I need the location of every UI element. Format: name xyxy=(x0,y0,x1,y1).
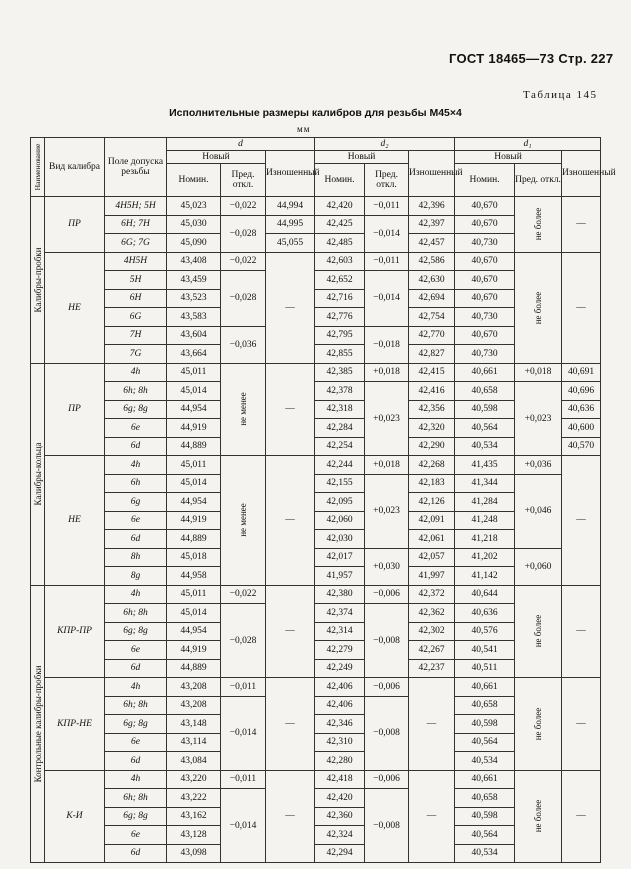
d2-worn: 42,694 xyxy=(409,289,455,308)
d2-deviation: −0,006 xyxy=(365,770,409,789)
header-new: Новый xyxy=(315,151,409,164)
d1-worn-dash: — xyxy=(562,770,601,863)
group-label xyxy=(31,363,45,585)
header-izn: Изношенный xyxy=(266,151,315,197)
tolerance-field: 6e xyxy=(105,826,167,845)
d1-nominal: 40,670 xyxy=(455,197,515,216)
d2-deviation: −0,011 xyxy=(365,252,409,271)
d1-nominal: 40,598 xyxy=(455,400,515,419)
tolerance-field: 8h xyxy=(105,548,167,567)
d2-worn: 42,457 xyxy=(409,234,455,253)
d-nominal: 43,583 xyxy=(167,308,221,327)
d-deviation: −0,028 xyxy=(221,604,266,678)
gauge-type: ПР xyxy=(45,363,105,456)
table-row xyxy=(31,548,601,567)
d-nominal: 44,919 xyxy=(167,419,221,438)
d2-nominal: 42,254 xyxy=(315,437,365,456)
d1-worn: 40,691 xyxy=(562,363,601,382)
d-nominal: 43,148 xyxy=(167,715,221,734)
d2-nominal: 42,652 xyxy=(315,271,365,290)
d1-nominal: 41,142 xyxy=(455,567,515,586)
d2-nominal: 42,095 xyxy=(315,493,365,512)
d1-deviation-note xyxy=(515,678,562,771)
d2-worn: 42,061 xyxy=(409,530,455,549)
tolerance-field: 6d xyxy=(105,659,167,678)
d2-nominal: 42,244 xyxy=(315,456,365,475)
d1-nominal: 40,658 xyxy=(455,789,515,808)
d-nominal: 44,954 xyxy=(167,622,221,641)
d1-nominal: 40,670 xyxy=(455,215,515,234)
d1-nominal: 40,730 xyxy=(455,308,515,327)
d2-nominal: 42,318 xyxy=(315,400,365,419)
d2-worn: 42,754 xyxy=(409,308,455,327)
d2-worn: 42,320 xyxy=(409,419,455,438)
header-nom: Номин. xyxy=(315,164,365,197)
d1-nominal: 40,644 xyxy=(455,585,515,604)
d1-nominal: 40,661 xyxy=(455,363,515,382)
d-nominal: 43,523 xyxy=(167,289,221,308)
d1-deviation-note xyxy=(515,770,562,863)
d2-nominal: 42,314 xyxy=(315,622,365,641)
d2-nominal: 42,346 xyxy=(315,715,365,734)
tolerance-field: 6d xyxy=(105,844,167,863)
d2-nominal: 42,380 xyxy=(315,585,365,604)
d1-deviation: +0,036 xyxy=(515,456,562,475)
d1-nominal: 40,534 xyxy=(455,752,515,771)
d-nominal: 45,014 xyxy=(167,382,221,401)
d-nominal: 44,889 xyxy=(167,437,221,456)
d2-worn: 42,586 xyxy=(409,252,455,271)
header-vid: Вид калибра xyxy=(45,138,105,197)
tolerance-field: 4h xyxy=(105,585,167,604)
tolerance-field: 8g xyxy=(105,567,167,586)
table-title: Исполнительные размеры калибров для резьбы М45×4 xyxy=(169,107,462,119)
d1-deviation-note xyxy=(515,197,562,253)
d1-worn: 40,570 xyxy=(562,437,601,456)
d1-nominal: 41,284 xyxy=(455,493,515,512)
d2-deviation: −0,008 xyxy=(365,604,409,678)
gauge-type: НЕ xyxy=(45,252,105,363)
table-row xyxy=(31,770,601,789)
d-nominal: 45,030 xyxy=(167,215,221,234)
d-nominal: 44,919 xyxy=(167,641,221,660)
d-nominal: 44,954 xyxy=(167,400,221,419)
header-d: d xyxy=(167,138,315,151)
tolerance-field: 6d xyxy=(105,437,167,456)
d-deviation: −0,022 xyxy=(221,585,266,604)
tolerance-field: 6d xyxy=(105,752,167,771)
d1-nominal: 40,670 xyxy=(455,252,515,271)
header-izn: Изношенный xyxy=(409,151,455,197)
d-deviation: −0,022 xyxy=(221,252,266,271)
d1-nominal: 40,730 xyxy=(455,345,515,364)
d2-nominal: 42,374 xyxy=(315,604,365,623)
header-new: Новый xyxy=(167,151,266,164)
header-nom: Номин. xyxy=(455,164,515,197)
d1-worn-dash: — xyxy=(562,585,601,678)
d-worn: 44,995 xyxy=(266,215,315,234)
gauge-type: КПР-НЕ xyxy=(45,678,105,771)
d-worn-dash: — xyxy=(266,585,315,678)
d-nominal: 43,664 xyxy=(167,345,221,364)
d-worn-dash: — xyxy=(266,252,315,363)
d2-deviation: −0,014 xyxy=(365,271,409,327)
d-nominal: 45,018 xyxy=(167,548,221,567)
tolerance-field: 6H xyxy=(105,289,167,308)
d2-nominal: 41,957 xyxy=(315,567,365,586)
header-new: Новый xyxy=(455,151,562,164)
d2-worn: 42,183 xyxy=(409,474,455,493)
d2-worn: 42,267 xyxy=(409,641,455,660)
d1-nominal: 40,534 xyxy=(455,844,515,863)
gauge-type: КПР-ПР xyxy=(45,585,105,678)
d2-nominal: 42,294 xyxy=(315,844,365,863)
tolerance-field: 4h xyxy=(105,678,167,697)
d-nominal: 43,208 xyxy=(167,678,221,697)
d2-deviation: −0,008 xyxy=(365,789,409,863)
group-label xyxy=(31,197,45,364)
d2-deviation: −0,006 xyxy=(365,585,409,604)
d2-nominal: 42,249 xyxy=(315,659,365,678)
d1-nominal: 40,564 xyxy=(455,826,515,845)
d2-deviation: −0,006 xyxy=(365,678,409,697)
d1-nominal: 40,658 xyxy=(455,382,515,401)
d1-nominal: 41,248 xyxy=(455,511,515,530)
d2-nominal: 42,425 xyxy=(315,215,365,234)
d-nominal: 45,023 xyxy=(167,197,221,216)
d-worn-dash: — xyxy=(266,363,315,456)
d-nominal: 43,098 xyxy=(167,844,221,863)
d2-deviation: +0,023 xyxy=(365,382,409,456)
d-nominal: 43,128 xyxy=(167,826,221,845)
d2-nominal: 42,385 xyxy=(315,363,365,382)
d2-nominal: 42,485 xyxy=(315,234,365,253)
group-label-text: Калибры-кольца xyxy=(32,442,43,506)
d1-nominal: 40,658 xyxy=(455,696,515,715)
d1-nominal: 41,344 xyxy=(455,474,515,493)
d-worn-dash: — xyxy=(266,678,315,771)
d-nominal: 45,090 xyxy=(167,234,221,253)
d2-nominal: 42,420 xyxy=(315,197,365,216)
tolerance-field: 6H; 7H xyxy=(105,215,167,234)
d1-nominal: 40,534 xyxy=(455,437,515,456)
d-nominal: 44,954 xyxy=(167,493,221,512)
d1-deviation: +0,060 xyxy=(515,548,562,585)
d2-nominal: 42,716 xyxy=(315,289,365,308)
d1-nominal: 40,541 xyxy=(455,641,515,660)
d-deviation: −0,036 xyxy=(221,326,266,363)
d2-nominal: 42,284 xyxy=(315,419,365,438)
tolerance-field: 6e xyxy=(105,511,167,530)
d2-nominal: 42,420 xyxy=(315,789,365,808)
d-nominal: 43,084 xyxy=(167,752,221,771)
d1-deviation-note xyxy=(515,252,562,363)
tolerance-field: 4h xyxy=(105,363,167,382)
dimensions-table xyxy=(30,137,616,863)
d1-deviation: +0,023 xyxy=(515,382,562,456)
d-nominal: 45,011 xyxy=(167,363,221,382)
d2-nominal: 42,406 xyxy=(315,696,365,715)
d1-worn-dash: — xyxy=(562,252,601,363)
header-izn: Изношенный xyxy=(562,151,601,197)
d1-nominal: 40,598 xyxy=(455,807,515,826)
d-deviation: −0,014 xyxy=(221,696,266,770)
tolerance-field: 4h xyxy=(105,770,167,789)
d2-worn: 41,997 xyxy=(409,567,455,586)
d2-nominal: 42,060 xyxy=(315,511,365,530)
d-deviation: −0,011 xyxy=(221,678,266,697)
tolerance-field: 6h; 8h xyxy=(105,789,167,808)
d1-worn: 40,600 xyxy=(562,419,601,438)
d-nominal: 43,459 xyxy=(167,271,221,290)
d2-worn: 42,770 xyxy=(409,326,455,345)
d1-nominal: 40,661 xyxy=(455,678,515,697)
d1-nominal: 40,511 xyxy=(455,659,515,678)
d2-nominal: 42,324 xyxy=(315,826,365,845)
header-d1: d₁ xyxy=(455,138,601,151)
tolerance-field: 6G xyxy=(105,308,167,327)
header-d2: d₂ xyxy=(315,138,455,151)
d1-worn: 40,636 xyxy=(562,400,601,419)
d-nominal: 43,604 xyxy=(167,326,221,345)
d-nominal: 45,011 xyxy=(167,456,221,475)
d1-nominal: 41,435 xyxy=(455,456,515,475)
d2-worn: 42,397 xyxy=(409,215,455,234)
table-row xyxy=(31,474,601,493)
d-nominal: 44,958 xyxy=(167,567,221,586)
d-nominal: 43,208 xyxy=(167,696,221,715)
d1-nominal: 40,598 xyxy=(455,715,515,734)
d-deviation: −0,014 xyxy=(221,789,266,863)
header-naim: Наименование xyxy=(31,138,45,197)
d2-deviation: +0,030 xyxy=(365,548,409,585)
d-worn-dash: — xyxy=(266,770,315,863)
tolerance-field: 7G xyxy=(105,345,167,364)
d2-nominal: 42,279 xyxy=(315,641,365,660)
d2-deviation: −0,014 xyxy=(365,215,409,252)
table-row xyxy=(31,382,601,401)
tolerance-field: 6h; 8h xyxy=(105,604,167,623)
gauge-type: ПР xyxy=(45,197,105,253)
tolerance-field: 6h; 8h xyxy=(105,696,167,715)
d2-worn: 42,126 xyxy=(409,493,455,512)
d1-nominal: 40,636 xyxy=(455,604,515,623)
d2-nominal: 42,855 xyxy=(315,345,365,364)
tolerance-field: 4H5H; 5H xyxy=(105,197,167,216)
d2-worn: 42,302 xyxy=(409,622,455,641)
d-deviation: −0,011 xyxy=(221,770,266,789)
d2-worn: 42,416 xyxy=(409,382,455,401)
d2-nominal: 42,017 xyxy=(315,548,365,567)
d2-worn: 42,356 xyxy=(409,400,455,419)
gost-header: ГОСТ 18465—73 Стр. 227 xyxy=(449,51,614,66)
d2-deviation: +0,023 xyxy=(365,474,409,548)
d2-nominal: 42,360 xyxy=(315,807,365,826)
d1-nominal: 40,670 xyxy=(455,326,515,345)
d2-worn-dash: — xyxy=(409,678,455,771)
d1-deviation: +0,046 xyxy=(515,474,562,548)
d1-deviation: +0,018 xyxy=(515,363,562,382)
d2-deviation: −0,018 xyxy=(365,326,409,363)
d1-nominal: 41,218 xyxy=(455,530,515,549)
d1-deviation-note xyxy=(515,585,562,678)
d1-worn: 40,696 xyxy=(562,382,601,401)
d2-worn: 42,268 xyxy=(409,456,455,475)
d-nominal: 45,014 xyxy=(167,474,221,493)
d2-worn: 42,091 xyxy=(409,511,455,530)
d2-worn-dash: — xyxy=(409,770,455,863)
d-nominal: 43,114 xyxy=(167,733,221,752)
d-worn-dash: — xyxy=(266,456,315,586)
d2-nominal: 42,155 xyxy=(315,474,365,493)
table-number: Таблица 145 xyxy=(523,89,598,101)
group-label-text: Контрольные калибры-пробки xyxy=(32,665,43,783)
gauge-type: НЕ xyxy=(45,456,105,586)
d2-nominal: 42,378 xyxy=(315,382,365,401)
d-nominal: 44,919 xyxy=(167,511,221,530)
tolerance-field: 6g; 8g xyxy=(105,715,167,734)
note-ne-bolee: не более xyxy=(533,207,544,241)
tolerance-field: 4H5H xyxy=(105,252,167,271)
d2-worn: 42,827 xyxy=(409,345,455,364)
d1-nominal: 40,564 xyxy=(455,733,515,752)
d2-worn: 42,237 xyxy=(409,659,455,678)
d2-deviation: −0,011 xyxy=(365,197,409,216)
d2-deviation: +0,018 xyxy=(365,363,409,382)
d2-worn: 42,415 xyxy=(409,363,455,382)
d2-nominal: 42,310 xyxy=(315,733,365,752)
tolerance-field: 5H xyxy=(105,271,167,290)
d-worn: 44,994 xyxy=(266,197,315,216)
tolerance-field: 6e xyxy=(105,641,167,660)
tolerance-field: 6g; 8g xyxy=(105,807,167,826)
table-row xyxy=(31,585,601,604)
header-nom: Номин. xyxy=(167,164,221,197)
tolerance-field: 6d xyxy=(105,530,167,549)
d-nominal: 43,222 xyxy=(167,789,221,808)
tolerance-field: 6e xyxy=(105,419,167,438)
tolerance-field: 6G; 7G xyxy=(105,234,167,253)
d-deviation-note xyxy=(221,456,266,586)
d1-nominal: 40,661 xyxy=(455,770,515,789)
d-nominal: 43,162 xyxy=(167,807,221,826)
d2-nominal: 42,795 xyxy=(315,326,365,345)
note-ne-bolee: не более xyxy=(533,291,544,324)
header-pred: Пред. откл. xyxy=(221,164,266,197)
d2-nominal: 42,030 xyxy=(315,530,365,549)
d2-deviation: −0,008 xyxy=(365,696,409,770)
gauge-type: К-И xyxy=(45,770,105,863)
group-label xyxy=(31,585,45,863)
note-ne-menee: не менее xyxy=(238,392,248,427)
d1-nominal: 40,564 xyxy=(455,419,515,438)
d1-nominal: 40,730 xyxy=(455,234,515,253)
d-nominal: 43,220 xyxy=(167,770,221,789)
header-pred: Пред. откл. xyxy=(365,164,409,197)
unit-label: мм xyxy=(297,124,311,134)
d2-deviation: +0,018 xyxy=(365,456,409,475)
d2-nominal: 42,418 xyxy=(315,770,365,789)
d-worn: 45,055 xyxy=(266,234,315,253)
d-deviation: −0,028 xyxy=(221,215,266,252)
d2-nominal: 42,280 xyxy=(315,752,365,771)
d-nominal: 45,014 xyxy=(167,604,221,623)
header-pole: Поле допуска резьбы xyxy=(105,138,167,197)
tolerance-field: 6h; 8h xyxy=(105,382,167,401)
d-nominal: 44,889 xyxy=(167,659,221,678)
d2-worn: 42,630 xyxy=(409,271,455,290)
d2-worn: 42,372 xyxy=(409,585,455,604)
d2-worn: 42,290 xyxy=(409,437,455,456)
d-deviation-note xyxy=(221,363,266,456)
d1-nominal: 41,202 xyxy=(455,548,515,567)
d-deviation: −0,022 xyxy=(221,197,266,216)
d2-worn: 42,362 xyxy=(409,604,455,623)
d2-nominal: 42,776 xyxy=(315,308,365,327)
d-nominal: 45,011 xyxy=(167,585,221,604)
note-ne-bolee: не более xyxy=(533,799,544,833)
group-label-text: Калибры-пробки xyxy=(32,247,43,313)
d-nominal: 43,408 xyxy=(167,252,221,271)
note-ne-menee: не менее xyxy=(238,503,248,538)
table-row xyxy=(31,363,601,382)
tolerance-field: 6g; 8g xyxy=(105,400,167,419)
tolerance-field: 6g xyxy=(105,493,167,512)
tolerance-field: 6h xyxy=(105,474,167,493)
d-nominal: 44,889 xyxy=(167,530,221,549)
d1-nominal: 40,670 xyxy=(455,289,515,308)
table-row xyxy=(31,252,601,271)
d1-nominal: 40,670 xyxy=(455,271,515,290)
tolerance-field: 7H xyxy=(105,326,167,345)
d2-nominal: 42,603 xyxy=(315,252,365,271)
table-row xyxy=(31,678,601,697)
d1-worn-dash: — xyxy=(562,197,601,253)
d-deviation: −0,028 xyxy=(221,271,266,327)
d2-worn: 42,057 xyxy=(409,548,455,567)
d1-worn-dash: — xyxy=(562,678,601,771)
note-ne-bolee: не более xyxy=(533,707,544,741)
note-ne-bolee: не более xyxy=(533,614,544,648)
tolerance-field: 6g; 8g xyxy=(105,622,167,641)
tolerance-field: 4h xyxy=(105,456,167,475)
header-pred: Пред. откл. xyxy=(515,164,562,197)
table-row xyxy=(31,197,601,216)
table-row xyxy=(31,456,601,475)
d2-worn: 42,396 xyxy=(409,197,455,216)
tolerance-field: 6e xyxy=(105,733,167,752)
d1-worn-dash: — xyxy=(562,456,601,586)
d2-nominal: 42,406 xyxy=(315,678,365,697)
d1-nominal: 40,576 xyxy=(455,622,515,641)
